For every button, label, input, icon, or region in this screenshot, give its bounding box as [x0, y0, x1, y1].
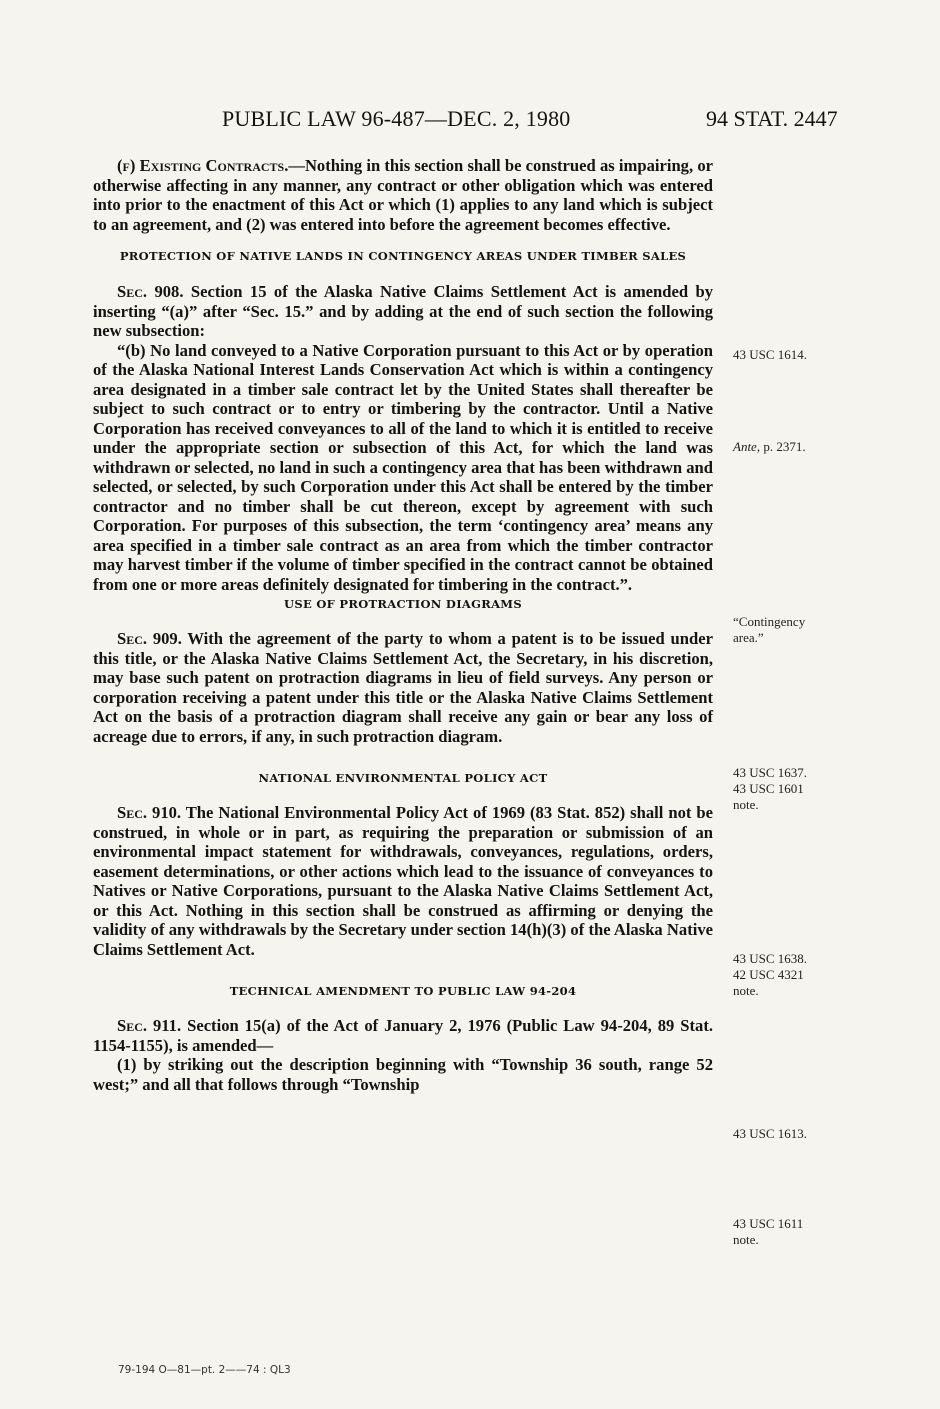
margin-note-contingency	[733, 614, 805, 646]
margin-note-ante-page: p. 2371.	[760, 439, 806, 454]
sec911-heading: TECHNICAL AMENDMENT TO PUBLIC LAW 94-204	[229, 984, 577, 998]
sec911-text	[93, 1016, 713, 1055]
sec910-text	[93, 803, 713, 959]
margin-note-43usc1614: 43 USC 1614.	[733, 347, 808, 362]
page-header-stat: 94 STAT. 2447	[706, 106, 838, 131]
margin-note-43usc1601: 43 USC 1601	[733, 781, 804, 796]
sec908-quote: “(b) No land conveyed to a Native Corporation pursuant to this Act or by operation of the Alaska National Interest Lands Conservation Act which is within a contingency area designated in a timber sale contract let by the United States shall thereafter be subject to such contract or to entry or timbering by the contractor. Until a Native Corporation has received conveyances to all of the land to which it is entitled to receive under the appropriate section or subsection of this Act, for which the land was withdrawn or selected, no land in such a contingency area that has been withdrawn and selected, or selected, by such Corporation under this Act shall be entered by the timber contractor and no timber shall be cut thereon, except by agreement with such Corporation. For purposes of this subsection, the term ‘contingency area’ means any area specified in a timber sale contract as an area from which the timber contractor may harvest timber if the volume of timber specified in the contract cannot be obtained from one or more areas definitely designated for timbering in the contract.”.	[93, 340, 713, 594]
margin-note-43usc1638: 43 USC 1638.	[733, 951, 808, 966]
margin-note-contingency-line2: area.”	[733, 630, 764, 645]
margin-note-note-1: note.	[733, 797, 759, 812]
margin-note-ante	[733, 439, 806, 455]
sec910-label: Sec. 910.	[117, 803, 182, 822]
margin-note-sec910	[733, 951, 807, 999]
print-footer: 79-194 O—81—pt. 2——74 : QL3	[118, 1364, 291, 1376]
sec908-label: Sec. 908.	[117, 282, 184, 301]
sec910-body: The National Environmental Policy Act of 1969 (83 Stat. 852) shall not be construed, in whole or in part, as requiring the preparation or submission of an environmental impact statement for withdrawals, conveyances, regulations, orders, easement determinations, or other actions which lead to the issuance of conveyances to Natives or Native Corporations, pursuant to the Alaska Native Claims Settlement Act, or this Act. Nothing in this section shall be construed as affirming or denying the validity of any withdrawals by the Secretary under section 14(h)(3) of the Alaska Native Claims Settlement Act.	[93, 803, 713, 959]
sec908-intro	[93, 282, 713, 341]
margin-note-note-3: note.	[733, 1232, 759, 1247]
sec909-body: With the agreement of the party to whom a patent is to be issued under this title, or the Alaska Native Claims Settlement Act, the Secretary, in his discretion, may base such patent on protraction diagrams in lieu of field surveys. Any person or corporation receiving a patent under this title or the Alaska Native Claims Settlement Act on the basis of a protraction diagram shall receive any gain or bear any loss of acreage due to errors, if any, in such protraction diagram.	[93, 629, 713, 746]
sec908-heading: PROTECTION OF NATIVE LANDS IN CONTINGENCY AREAS UNDER TIMBER SALES	[119, 249, 687, 263]
margin-note-43usc1613: 43 USC 1613.	[733, 1126, 808, 1141]
subsection-f	[93, 156, 713, 234]
margin-note-42usc4321: 42 USC 4321	[733, 967, 804, 982]
sec908-intro-text: Section 15 of the Alaska Native Claims Settlement Act is amended by inserting “(a)” after “Sec. 15.” and by adding at the end of such section the following new subsection:	[93, 282, 713, 340]
subsection-f-text: —Nothing in this section shall be construed as impairing, or otherwise affecting in any manner, any contract or other obligation which was entered into prior to the enactment of this Act or which (1) applies to any land which is subject to an agreement, and (2) was entered into before the agreement becomes effective.	[93, 156, 713, 234]
sec911-item-1: (1) by striking out the description beginning with “Township 36 south, range 52 west;” and all that follows through “Township	[93, 1055, 713, 1094]
sec909-heading: USE OF PROTRACTION DIAGRAMS	[284, 597, 522, 611]
sec909-text	[93, 629, 713, 746]
sec911-label: Sec. 911.	[117, 1016, 182, 1035]
sec909-label: Sec. 909.	[117, 629, 182, 648]
sec911-body: Section 15(a) of the Act of January 2, 1976 (Public Law 94-204, 89 Stat. 1154-1155), is amended—	[93, 1016, 713, 1055]
page-header-title: PUBLIC LAW 96-487—DEC. 2, 1980	[222, 106, 571, 131]
margin-note-43usc1611: 43 USC 1611	[733, 1216, 804, 1231]
margin-note-sec911	[733, 1216, 803, 1248]
margin-note-ante-word: Ante,	[733, 439, 761, 454]
subsection-f-label: (f) Existing Contracts.	[117, 156, 289, 175]
sec910-heading: NATIONAL ENVIRONMENTAL POLICY ACT	[258, 771, 548, 785]
document-body	[93, 156, 713, 1094]
margin-note-contingency-line1: “Contingency	[733, 614, 806, 629]
margin-note-sec909	[733, 765, 807, 813]
margin-note-43usc1637: 43 USC 1637.	[733, 765, 808, 780]
margin-note-note-2: note.	[733, 983, 759, 998]
